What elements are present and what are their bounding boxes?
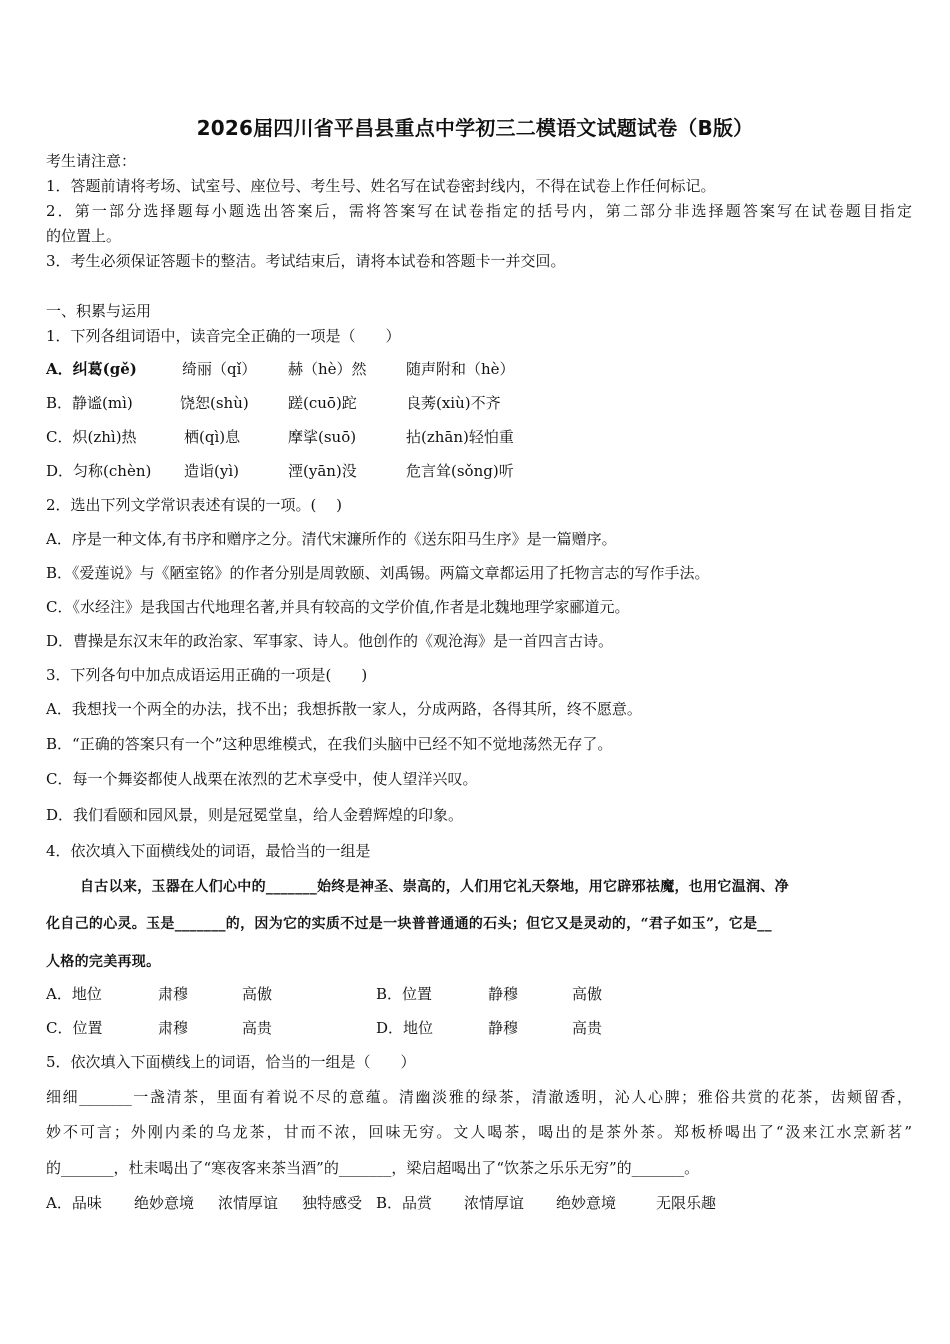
option-cell: 拈(zhān)轻怕重 (406, 428, 514, 446)
option-cell: A．品味 (46, 1194, 102, 1212)
question-5-stem: 5．依次填入下面横线上的词语，恰当的一组是（ ） (46, 1053, 416, 1071)
option-cell: 浓情厚谊 (464, 1194, 525, 1212)
option-cell: C．位置 (46, 1019, 103, 1037)
q2-option-b: B．《爱莲说》与《陋室铭》的作者分别是周敦颐、刘禹锡。两篇文章都运用了托物言志的写作手法。 (46, 564, 710, 582)
q2-option-a: A．序是一种文体,有书序和赠序之分。清代宋濂所作的《送东阳马生序》是一篇赠序。 (46, 530, 617, 548)
notice-item-2: 2．第一部分选择题每小题选出答案后，需将答案写在试卷指定的括号内，第二部分非选择题答案写在试卷题目指定 (46, 202, 912, 220)
option-cell: 静穆 (488, 985, 519, 1003)
option-cell: B．品赏 (376, 1194, 433, 1212)
q4-passage-line-1: 自古以来，玉器在人们心中的_______始终是神圣、崇高的，人们用它礼天祭地，用它辟邪祛魔，也用它温润、净 (80, 879, 789, 895)
notice-item-3: 3．考生必须保证答题卡的整洁。考试结束后，请将本试卷和答题卡一并交回。 (46, 252, 566, 270)
option-cell: 绝妙意境 (556, 1194, 617, 1212)
option-cell: C．炽(zhì)热 (46, 428, 137, 446)
option-cell: 赫（hè）然 (288, 360, 367, 378)
option-cell: 湮(yān)没 (288, 462, 357, 480)
q4-passage-line-2: 化自己的心灵。玉是_______的，因为它的实质不过是一块普普通通的石头；但它又是灵动的，“君子如玉”，它是__ (46, 916, 772, 932)
notice-item-2-cont: 的位置上。 (46, 227, 122, 245)
option-cell: 高傲 (242, 985, 273, 1003)
option-cell: 绮丽（qǐ） (182, 360, 257, 378)
option-cell: 绝妙意境 (134, 1194, 195, 1212)
option-cell: 肃穆 (158, 1019, 189, 1037)
option-cell: 肃穆 (158, 985, 189, 1003)
q5-passage-line-2: 妙不可言；外刚内柔的乌龙茶，甘而不浓，回味无穷。文人喝茶，喝出的是茶外茶。郑板桥喝出了“汲来江水烹新茗” (46, 1123, 912, 1141)
option-cell: D．地位 (376, 1019, 434, 1037)
q3-option-c: C．每一个舞姿都使人战栗在浓烈的艺术享受中，使人望洋兴叹。 (46, 770, 478, 788)
option-cell: 浓情厚谊 (218, 1194, 279, 1212)
section-heading: 一、积累与运用 (46, 302, 152, 320)
option-cell: 高贵 (572, 1019, 603, 1037)
option-cell: 随声附和（hè） (406, 360, 515, 378)
q5-passage-line-1: 细细_______一盏清茶，里面有着说不尽的意蕴。清幽淡雅的绿茶，清澈透明，沁人心脾；雅俗共赏的花茶，齿颊留香， (46, 1088, 912, 1106)
option-cell: A．地位 (46, 985, 102, 1003)
q3-option-d: D．我们看颐和园风景，则是冠冕堂皇，给人金碧辉煌的印象。 (46, 806, 464, 824)
option-cell: 高贵 (242, 1019, 273, 1037)
option-cell: 造诣(yì) (184, 462, 239, 480)
question-4-stem: 4．依次填入下面横线处的词语，最恰当的一组是 (46, 842, 371, 860)
q4-passage-line-3: 人格的完美再现。 (46, 954, 161, 970)
option-cell: 蹉(cuō)跎 (288, 394, 357, 412)
option-cell: 独特感受 (302, 1194, 363, 1212)
option-cell: 良莠(xiù)不齐 (406, 394, 501, 412)
option-cell: 危言耸(sǒng)听 (406, 462, 514, 480)
notice-heading: 考生请注意： (46, 152, 137, 170)
option-cell: B．静谧(mì) (46, 394, 133, 412)
option-cell: D．匀称(chèn) (46, 462, 152, 480)
q2-option-d: D．曹操是东汉末年的政治家、军事家、诗人。他创作的《观沧海》是一首四言古诗。 (46, 632, 614, 650)
q2-option-c: C．《水经注》是我国古代地理名著,并具有较高的文学价值,作者是北魏地理学家郦道元。 (46, 598, 630, 616)
notice-item-1: 1．答题前请将考场、试室号、座位号、考生号、姓名写在试卷密封线内，不得在试卷上作任何标记。 (46, 177, 716, 195)
option-cell: 摩挲(suō) (288, 428, 357, 446)
question-3-stem: 3．下列各句中加点成语运用正确的一项是( ) (46, 666, 368, 684)
option-cell: 静穆 (488, 1019, 519, 1037)
option-cell: 高傲 (572, 985, 603, 1003)
option-cell: 饶恕(shù) (180, 394, 249, 412)
q3-option-a: A．我想找一个两全的办法，找不出；我想拆散一家人，分成两路，各得其所，终不愿意。 (46, 700, 642, 718)
option-cell: 栖(qì)息 (184, 428, 241, 446)
option-cell: 无限乐趣 (656, 1194, 717, 1212)
page-title: 2026届四川省平昌县重点中学初三二模语文试题试卷（B版） (196, 116, 754, 140)
q3-option-b: B．“正确的答案只有一个”这种思维模式，在我们头脑中已经不知不觉地荡然无存了。 (46, 735, 613, 753)
option-cell: B．位置 (376, 985, 433, 1003)
option-cell: A．纠葛(gě) (46, 360, 137, 378)
question-1-stem: 1．下列各组词语中，读音完全正确的一项是（ ） (46, 327, 401, 345)
q5-passage-line-3: 的_______，杜耒喝出了“寒夜客来茶当酒”的_______，梁启超喝出了“饮茶之乐乐无穷”的_______。 (46, 1159, 700, 1177)
question-2-stem: 2．选出下列文学常识表述有误的一项。( ) (46, 496, 343, 514)
